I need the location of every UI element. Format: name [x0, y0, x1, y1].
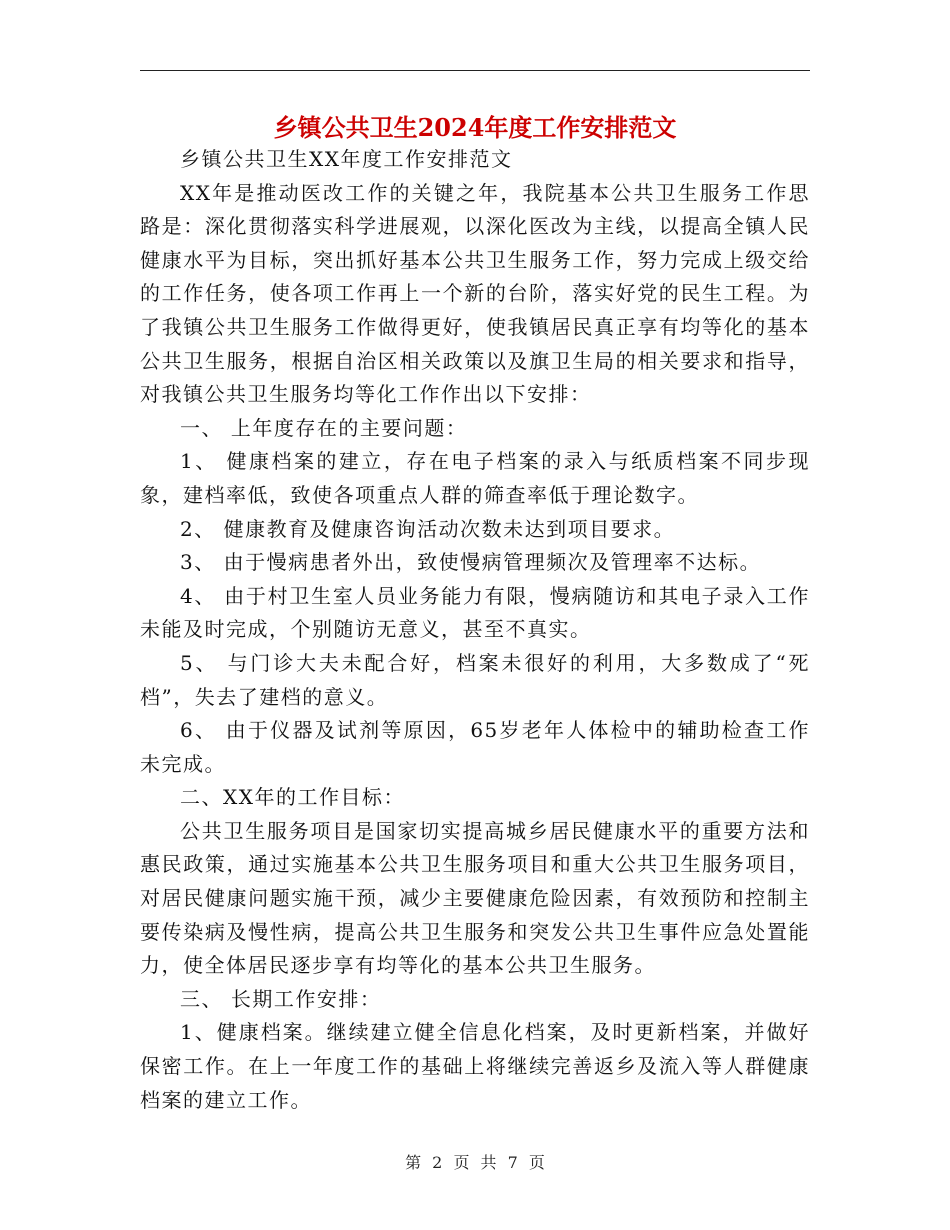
section-heading-problems: 一、 上年度存在的主要问题：: [180, 415, 468, 440]
section-heading-goals: 二、XX年的工作目标：: [180, 785, 405, 810]
list-item-problem-2: 2、 健康教育及健康咨询活动次数未达到项目要求。: [180, 516, 676, 541]
list-item-problem-5: 5、 与门诊大夫未配合好，档案未很好的利用，大多数成了“死档”，失去了建档的意义。: [140, 650, 810, 709]
list-item-problem-3: 3、 由于慢病患者外出，致使慢病管理频次及管理率不达标。: [180, 550, 762, 575]
paragraph-subtitle: 乡镇公共卫生XX年度工作安排范文: [180, 147, 513, 171]
paragraph-intro: XX年是推动医改工作的关键之年，我院基本公共卫生服务工作思路是：深化贯彻落实科学进展观，以深化医改为主线，以提高全镇人民健康水平为目标，突出抓好基本公共卫生服务工作，努力完成上级交给的工作任务，使各项工作再上一个新的台阶，落实好党的民生工程。为了我镇公共卫生服务工作做得更好，使我镇居民真正享有均等化的基本公共卫生服务，根据自治区相关政策以及旗卫生局的相关要求和指导，对我镇公共卫生服务均等化工作作出以下安排：: [140, 180, 810, 407]
document-body: [140, 143, 810, 1117]
section-heading-long-term: 三、 长期工作安排：: [180, 986, 382, 1011]
document-title: 乡镇公共卫生2024年度工作安排范文: [273, 113, 677, 142]
list-item-problem-6: 6、 由于仪器及试剂等原因，65岁老年人体检中的辅助检查工作未完成。: [140, 718, 810, 776]
list-item-problem-1: 1、 健康档案的建立，存在电子档案的录入与纸质档案不同步现象，建档率低，致使各项重点人群的筛查率低于理论数字。: [140, 449, 810, 507]
header-rule: [140, 70, 810, 71]
paragraph-goals: 公共卫生服务项目是国家切实提高城乡居民健康水平的重要方法和惠民政策，通过实施基本公共卫生服务项目和重大公共卫生服务项目，对居民健康问题实施干预，减少主要健康危险因素，有效预防和控制主要传染病及慢性病，提高公共卫生服务和突发公共卫生事件应急处置能力，使全体居民逐步享有均等化的基本公共卫生服务。: [140, 818, 810, 978]
list-item-problem-4: 4、 由于村卫生室人员业务能力有限，慢病随访和其电子录入工作未能及时完成，个别随访无意义，甚至不真实。: [140, 583, 810, 642]
page-number: 第 2 页 共 7 页: [405, 1153, 545, 1172]
list-item-plan-1: 1、健康档案。继续建立健全信息化档案，及时更新档案，并做好保密工作。在上一年度工作的基础上将继续完善返乡及流入等人群健康档案的建立工作。: [140, 1020, 810, 1112]
